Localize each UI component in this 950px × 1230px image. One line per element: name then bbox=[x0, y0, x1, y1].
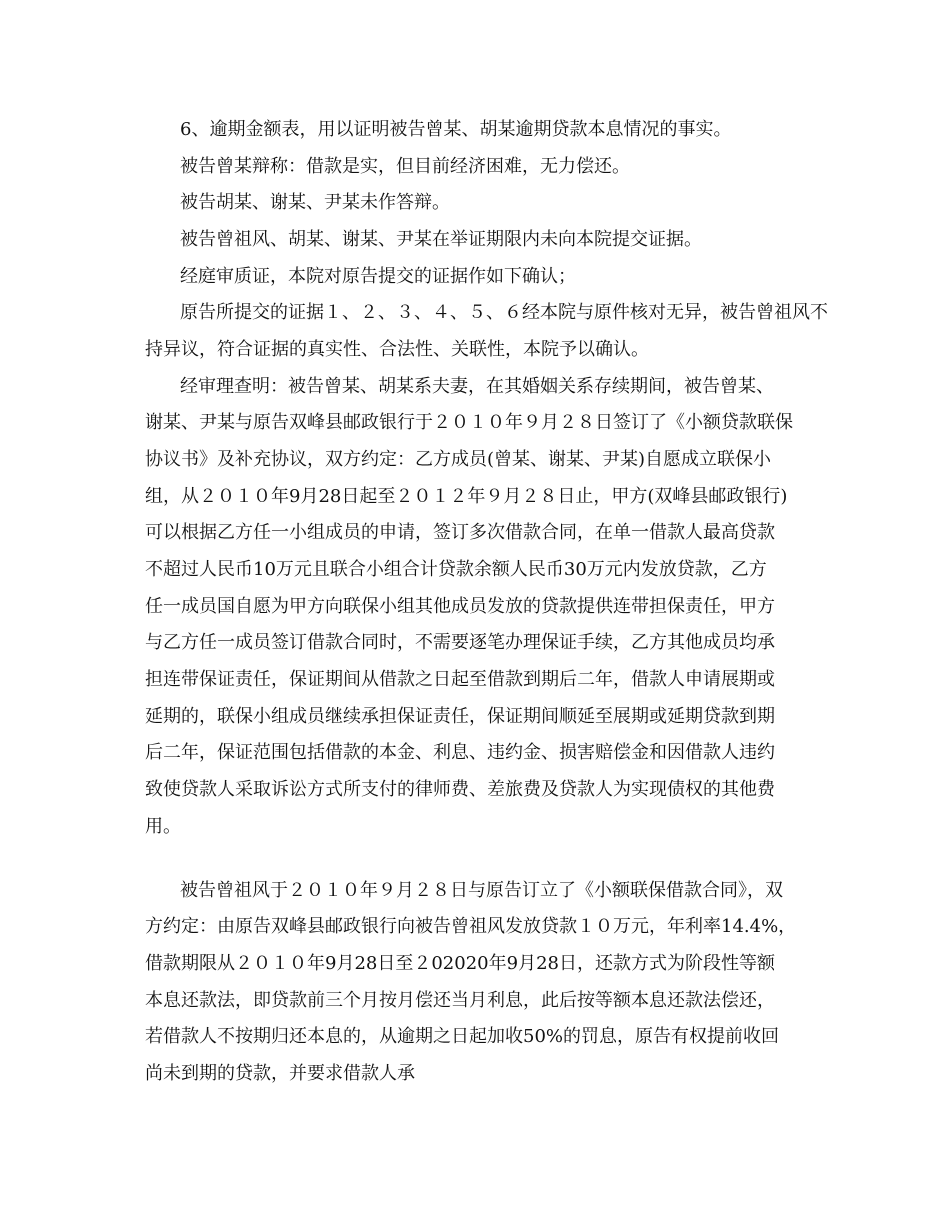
paragraph-line: 与乙方任一成员签订借款合同时，不需要逐笔办理保证手续，乙方其他成员均承 bbox=[145, 632, 775, 653]
paragraph-line: 经庭审质证，本院对原告提交的证据作如下确认； bbox=[180, 266, 576, 287]
paragraph-line: 任一成员国自愿为甲方向联保小组其他成员发放的贷款提供连带担保责任，甲方 bbox=[145, 596, 775, 617]
paragraph-line: 若借款人不按期归还本息的，从逾期之日起加收50%的罚息，原告有权提前收回 bbox=[145, 1026, 780, 1047]
paragraph-line: 担连带保证责任，保证期间从借款之日起至借款到期后二年，借款人申请展期或 bbox=[145, 669, 775, 690]
paragraph-line: 尚未到期的贷款，并要求借款人承 bbox=[145, 1063, 415, 1084]
paragraph-line: 被告曾祖风于２０１０年９月２８日与原告订立了《小额联保借款合同》，双 bbox=[180, 880, 783, 901]
paragraph-line: 后二年，保证范围包括借款的本金、利息、违约金、损害赔偿金和因借款人违约 bbox=[145, 742, 775, 763]
paragraph-line: 本息还款法，即贷款前三个月按月偿还当月利息，此后按等额本息还款法偿还， bbox=[145, 990, 775, 1011]
paragraph-line: 原告所提交的证据１、２、３、４、５、６经本院与原件核对无异，被告曾祖风不 bbox=[180, 302, 828, 323]
paragraph-line: 经审理查明：被告曾某、胡某系夫妻，在其婚姻关系存续期间，被告曾某、 bbox=[180, 376, 774, 397]
paragraph-line: 用。 bbox=[145, 816, 181, 837]
paragraph-line: 组，从２０１０年9月28日起至２０１２年９月２８日止，甲方(双峰县邮政银行) bbox=[145, 486, 788, 507]
paragraph-line: 协议书》及补充协议，双方约定：乙方成员(曾某、谢某、尹某)自愿成立联保小 bbox=[145, 449, 772, 470]
paragraph-line: 方约定：由原告双峰县邮政银行向被告曾祖风发放贷款１０万元，年利率14.4%， bbox=[145, 916, 797, 937]
paragraph-line: 被告曾祖风、胡某、谢某、尹某在举证期限内未向本院提交证据。 bbox=[180, 229, 702, 250]
paragraph-line: 持异议，符合证据的真实性、合法性、关联性，本院予以确认。 bbox=[145, 339, 649, 360]
paragraph-line: 致使贷款人采取诉讼方式所支付的律师费、差旅费及贷款人为实现债权的其他费 bbox=[145, 779, 775, 800]
paragraph-line: 被告曾某辩称：借款是实，但目前经济困难，无力偿还。 bbox=[180, 156, 630, 177]
paragraph-line: 延期的，联保小组成员继续承担保证责任，保证期间顺延至展期或延期贷款到期 bbox=[145, 706, 775, 727]
paragraph-line: 谢某、尹某与原告双峰县邮政银行于２０１０年９月２８日签订了《小额贷款联保 bbox=[145, 412, 793, 433]
paragraph-line: 可以根据乙方任一小组成员的申请，签订多次借款合同，在单一借款人最高贷款 bbox=[145, 522, 775, 543]
paragraph-line: 借款期限从２０１０年9月28日至２02020年9月28日，还款方式为阶段性等额 bbox=[145, 953, 775, 974]
paragraph-line: 不超过人民币10万元且联合小组合计贷款余额人民币30万元内发放贷款，乙方 bbox=[145, 559, 767, 580]
paragraph-line: 6、逾期金额表，用以证明被告曾某、胡某逾期贷款本息情况的事实。 bbox=[180, 119, 732, 140]
paragraph-line: 被告胡某、谢某、尹某未作答辩。 bbox=[180, 192, 450, 213]
